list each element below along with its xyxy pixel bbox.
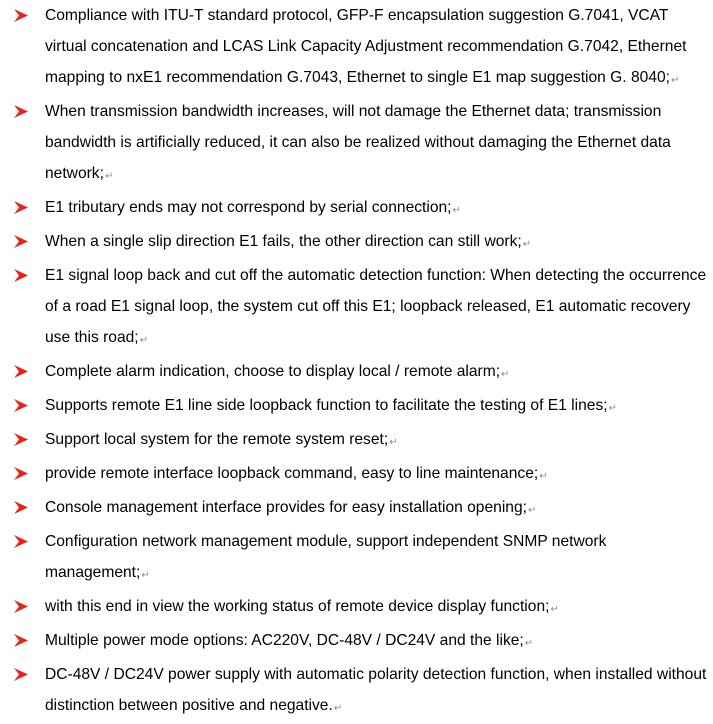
right-arrowhead-icon	[14, 535, 28, 548]
right-arrowhead-icon	[14, 105, 28, 118]
paragraph-mark-icon: ↵	[139, 335, 149, 346]
list-item-text: Multiple power mode options: AC220V, DC-48V / DC24V and the like;	[45, 632, 524, 649]
right-arrowhead-icon	[14, 600, 28, 613]
list-item-text: with this end in view the working status of remote device display function;	[45, 598, 550, 615]
list-item	[0, 390, 713, 424]
right-arrowhead-icon	[14, 365, 28, 378]
paragraph-mark-icon: ↵	[389, 437, 398, 448]
list-item-text: When a single slip direction E1 fails, the other direction can still work;	[45, 233, 522, 250]
list-item-text: E1 signal loop back and cut off the automatic detection function: When detecting the occurrence of a road E1 signal loop, the system cut off this E1; loopback released, E1 automatic recovery use this road;	[45, 267, 707, 346]
list-item-text: Complete alarm indication, choose to display local / remote alarm;	[45, 363, 501, 380]
right-arrowhead-icon	[14, 235, 28, 248]
right-arrowhead-icon	[14, 634, 28, 647]
right-arrowhead-icon	[14, 269, 28, 282]
right-arrowhead-icon	[14, 201, 28, 214]
right-arrowhead-icon	[14, 467, 28, 480]
list-item	[0, 659, 713, 724]
list-item	[0, 356, 713, 390]
list-item-text: DC-48V / DC24V power supply with automatic polarity detection function, when installed without distinction between positive and negative.	[45, 666, 707, 714]
list-item	[0, 591, 713, 625]
paragraph-mark-icon: ↵	[452, 205, 461, 216]
list-item	[0, 526, 713, 591]
paragraph-mark-icon: ↵	[539, 471, 548, 482]
list-item	[0, 492, 713, 526]
list-item	[0, 0, 713, 96]
list-item-text: Console management interface provides for easy installation opening;	[45, 499, 527, 516]
list-item	[0, 192, 713, 226]
right-arrowhead-icon	[14, 668, 28, 681]
right-arrowhead-icon	[14, 399, 28, 412]
paragraph-mark-icon: ↵	[608, 403, 617, 414]
list-item-text: Supports remote E1 line side loopback function to facilitate the testing of E1 lines;	[45, 397, 608, 414]
paragraph-mark-icon: ↵	[333, 703, 343, 714]
paragraph-mark-icon: ↵	[141, 570, 150, 581]
paragraph-mark-icon: ↵	[550, 604, 559, 615]
list-item	[0, 458, 713, 492]
list-item-text: Configuration network management module, support independent SNMP network management;	[45, 533, 607, 581]
right-arrowhead-icon	[14, 501, 28, 514]
list-item	[0, 260, 713, 356]
list-item-text: When transmission bandwidth increases, will not damage the Ethernet data; transmission bandwidth is artificially reduced, it can also be realized without damaging the Ethernet data network;	[45, 103, 671, 182]
list-item	[0, 226, 713, 260]
paragraph-mark-icon: ↵	[104, 171, 114, 182]
list-item-text: Compliance with ITU-T standard protocol, GFP-F encapsulation suggestion G.7041, VCAT virtual concatenation and LCAS Link Capacity Adjustment recommendation G.7042, Ethernet mapping to nxE1 recommendation G.7043, Ethernet to single E1 map suggestion G. 8040;	[45, 7, 687, 86]
list-item-text: E1 tributary ends may not correspond by serial connection;	[45, 199, 452, 216]
list-item	[0, 625, 713, 659]
right-arrowhead-icon	[14, 433, 28, 446]
paragraph-mark-icon: ↵	[524, 638, 534, 649]
list-item	[0, 96, 713, 192]
paragraph-mark-icon: ↵	[501, 369, 510, 380]
list-item	[0, 424, 713, 458]
list-item-text: provide remote interface loopback command, easy to line maintenance;	[45, 465, 539, 482]
paragraph-mark-icon: ↵	[522, 239, 532, 250]
paragraph-mark-icon: ↵	[671, 75, 680, 86]
list-item-text: Support local system for the remote system reset;	[45, 431, 389, 448]
right-arrowhead-icon	[14, 9, 28, 22]
paragraph-mark-icon: ↵	[527, 505, 537, 516]
